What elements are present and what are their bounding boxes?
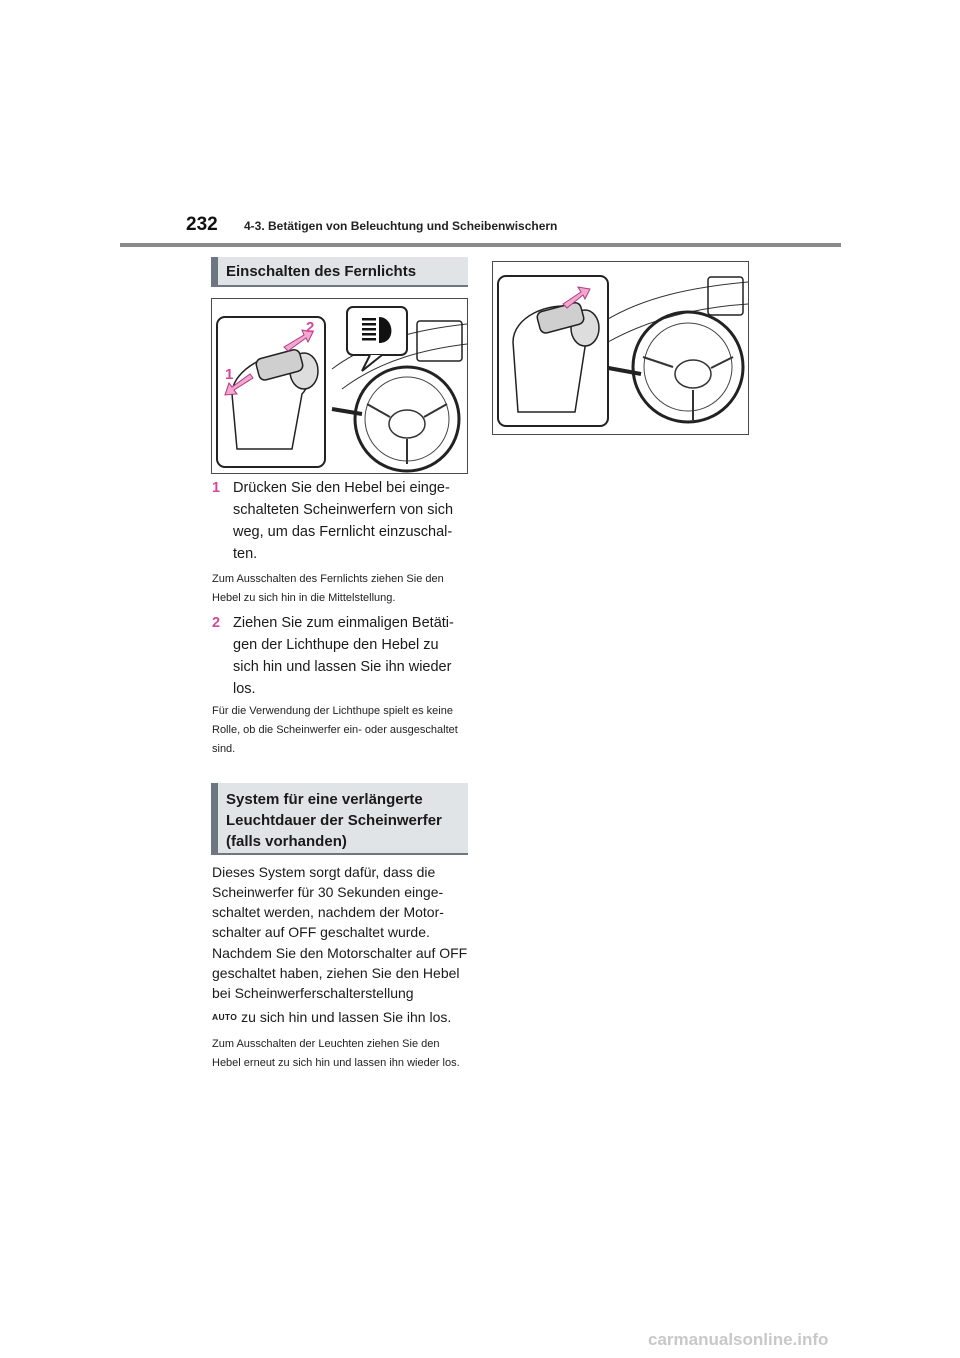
figure-label-1: 1 (225, 366, 234, 383)
auto-icon: AUTO (212, 1012, 238, 1022)
paragraph-auto-line (212, 1007, 470, 1027)
step-2 (212, 612, 468, 700)
chapter-title: 4-3. Betätigen von Beleuchtung und Scheibenwischern (244, 219, 558, 233)
section-heading-extended-headlights: System für eine verlängerte Leuchtdauer der Scheinwerfer (falls vorhanden) (211, 783, 468, 855)
step-2-text: Ziehen Sie zum einmaligen Betäti-gen der Lichthupe den Hebel zu sich hin und lassen Sie ihn wieder los. (233, 615, 454, 697)
step-1 (212, 477, 468, 565)
footer-watermark: carmanualsonline.info (648, 1330, 829, 1349)
note-high-beam-off: Zum Ausschalten des Fernlichts ziehen Sie den Hebel zu sich hin in die Mittelstellung. (212, 573, 444, 604)
step-1-text: Drücken Sie den Hebel bei einge-schalteten Scheinwerfern von sich weg, um das Fernlicht einzuschal-ten. (233, 480, 454, 562)
section-heading-high-beam: Einschalten des Fernlichts (211, 257, 468, 287)
figure-pull-lever (492, 261, 749, 435)
header-rule (120, 243, 841, 247)
page-number: 232 (186, 214, 218, 235)
high-beam-illustration (212, 299, 467, 473)
pull-lever-illustration (493, 262, 748, 434)
figure-label-2: 2 (306, 319, 315, 336)
paragraph-system-description: Dieses System sorgt dafür, dass die Scheinwerfer für 30 Sekunden einge-schaltet werden, nachdem der Motor-schalter auf OFF geschaltet wurde. (212, 864, 444, 940)
note-flash: Für die Verwendung der Lichthupe spielt es keine Rolle, ob die Scheinwerfer ein- oder ausgeschaltet sind. (212, 705, 458, 755)
step-2-number: 2 (212, 615, 221, 631)
paragraph-instructions: Nachdem Sie den Motorschalter auf OFF geschaltet haben, ziehen Sie den Hebel bei Scheinwerferschalterstellung (212, 945, 468, 1001)
step-1-number: 1 (212, 480, 221, 496)
auto-line-text: zu sich hin und lassen Sie ihn los. (241, 1009, 452, 1025)
figure-high-beam-lever (211, 298, 468, 474)
note-lights-off: Zum Ausschalten der Leuchten ziehen Sie den Hebel erneut zu sich hin und lassen ihn wieder los. (212, 1038, 460, 1069)
